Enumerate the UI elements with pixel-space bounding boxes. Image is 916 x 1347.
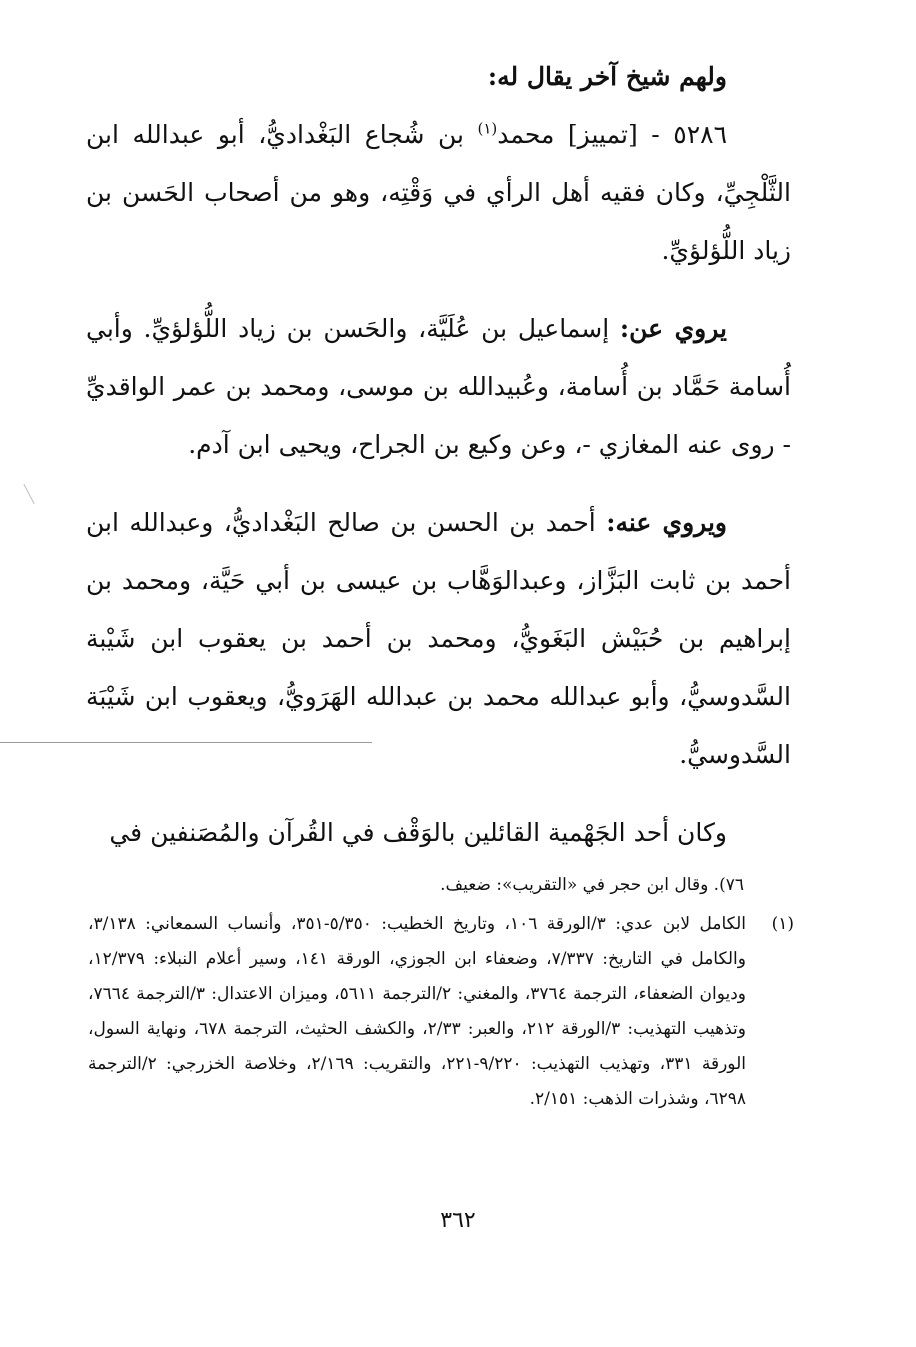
page-number: ٣٦٢ bbox=[440, 1208, 476, 1233]
narrates-from-label: يروي عن: bbox=[619, 314, 727, 343]
footnote-text: الكامل لابن عدي: ٣/الورقة ١٠٦، وتاريخ الخطيب: ٥/٣٥٠-٣٥١، وأنساب السمعاني: ٣/١٣٨، والكامل في التاريخ: ٧/٣٣٧، وضعفاء ابن الجوزي، الورقة ١٤١، وسير أعلام النبلاء: ١٢/٣٧٩، وديوان الضعفاء، الترجمة ٣٧٦٤، والمغني: ٢/الترجمة ٥٦١١، وميزان الاعتدال: ٣/الترجمة ٧٦٦٤، وتذهيب التهذيب: ٣/الورقة ٢١٢، والعبر: ٢/٣٣، والكشف الحثيث، الترجمة ٦٧٨، ونهاية السول، الورقة ٣٣١، وتهذيب التهذيب: ٩/٢٢٠-٢٢١، والتقريب: ٢/١٦٩، وخلاصة الخزرجي: ٢/الترجمة ٦٢٩٨، وشذرات الذهب: ٢/١٥١. bbox=[88, 914, 747, 1109]
main-text bbox=[86, 48, 791, 862]
entry-tag: - [تمييز] محمد bbox=[497, 120, 660, 149]
entry-paragraph bbox=[86, 106, 791, 280]
entry-number: ٥٢٨٦ bbox=[673, 120, 728, 149]
footnote-reference: (١) bbox=[477, 119, 498, 138]
narrates-from-text: إسماعيل بن عُلَيَّة، والحَسن بن زياد اللُّؤلؤيِّ. وأبي أُسامة حَمَّاد بن أُسامة، وعُبيدالله بن موسى، ومحمد بن عمر الواقديِّ - روى عنه المغازي -، وعن وكيع بن الجراح، ويحيى ابن آدم. bbox=[86, 314, 791, 459]
footnote-continuation: ٧٦). وقال ابن حجر في «التقريب»: ضعيف. bbox=[440, 875, 744, 895]
footnote-item bbox=[88, 907, 794, 1117]
narrated-by-text: أحمد بن الحسن بن صالح البَغْداديُّ، وعبدالله ابن أحمد بن ثابت البَزَّاز، وعبدالوَهَّاب بن عيسى بن أبي حَيَّة، ومحمد بن إبراهيم بن حُبَيْش البَغَويُّ، ومحمد بن أحمد بن يعقوب ابن شَيْبة السَّدوسيُّ، وأبو عبدالله محمد بن عبدالله الهَرَويُّ، ويعقوب ابن شَيْبَة السَّدوسيُّ. bbox=[86, 508, 791, 769]
footnotes-section bbox=[88, 868, 794, 1117]
scan-artifact-mark bbox=[23, 480, 41, 504]
entry-text: بن شُجاع البَغْداديُّ، أبو عبدالله ابن الثَّلْجِيِّ، وكان فقيه أهل الرأي في وَقْتِه، وهو من أصحاب الحَسن بن زياد اللُّؤلؤيِّ. bbox=[86, 120, 791, 265]
narrated-by-label: ويروي عنه: bbox=[606, 508, 728, 537]
footnote-number: (١) bbox=[771, 914, 794, 934]
narrated-by-paragraph bbox=[86, 494, 791, 784]
narrates-from-paragraph bbox=[86, 300, 791, 474]
closing-paragraph: وكان أحد الجَهْمية القائلين بالوَقْف في القُرآن والمُصَنفين في bbox=[109, 818, 727, 847]
section-heading: ولهم شيخ آخر يقال له: bbox=[487, 62, 727, 91]
